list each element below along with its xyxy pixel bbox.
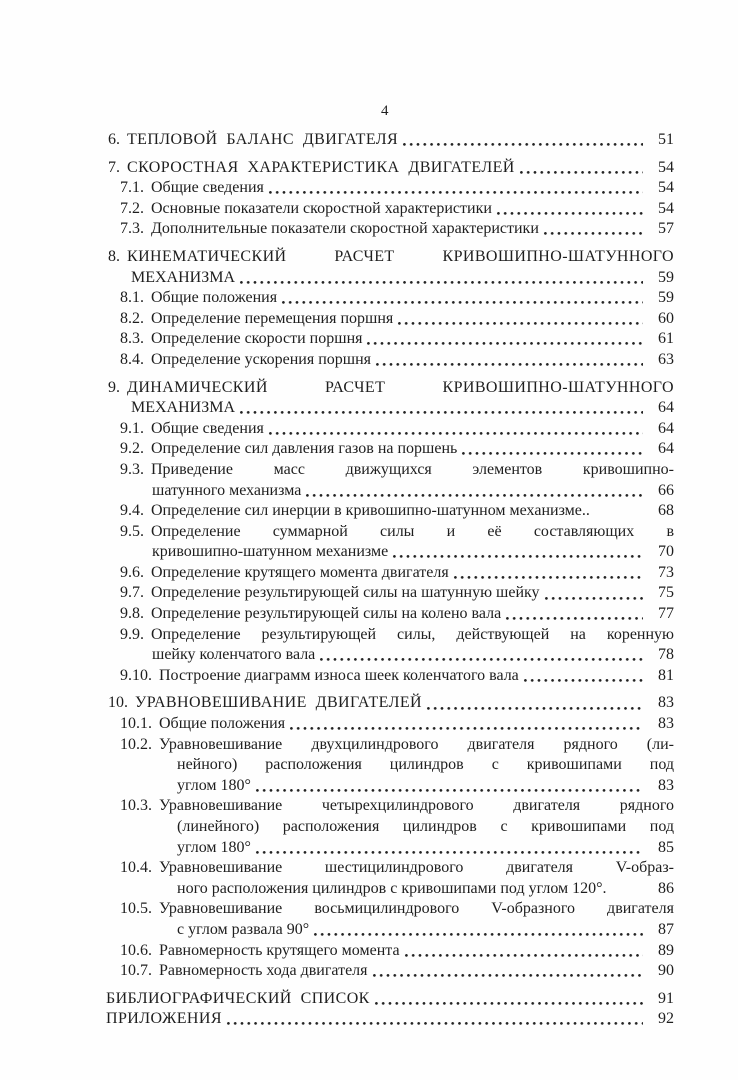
toc-entry-title: нейного) расположения цилиндров с кривошипами под xyxy=(177,756,674,774)
toc-entry-title: ного расположения цилиндров с кривошипами под углом 120°. xyxy=(177,879,607,897)
toc-entry-number: 10. xyxy=(108,694,128,712)
toc-entry-title: Уравновешивание восьмицилиндрового V-образного двигателя xyxy=(159,900,674,918)
toc-entry xyxy=(0,288,738,309)
toc-entry xyxy=(0,481,738,502)
dot-leader xyxy=(239,410,643,415)
toc-entry-number: 9.9. xyxy=(120,625,144,643)
toc-entry xyxy=(0,858,738,879)
toc-entry-title: Определение сил давления газов на поршень xyxy=(151,440,458,458)
dot-leader xyxy=(544,596,643,601)
toc-entry-page: 54 xyxy=(658,199,674,217)
toc-entry-page: 75 xyxy=(658,584,674,602)
dot-leader xyxy=(461,451,643,456)
dot-leader xyxy=(496,211,643,216)
toc-entry-title: Уравновешивание четырехцилиндрового двигателя рядного xyxy=(159,797,674,815)
toc-entry-title: с углом развала 90° xyxy=(177,920,310,938)
toc-entry xyxy=(0,735,738,756)
toc-entry xyxy=(0,542,738,563)
toc-entry-title: Уравновешивание двухцилиндрового двигателя рядного (ли- xyxy=(159,735,674,753)
toc-entry-number: 10.5. xyxy=(120,900,152,918)
toc-entry-page: 89 xyxy=(658,941,674,959)
toc-entry xyxy=(0,460,738,481)
page-number-header: 4 xyxy=(381,103,389,119)
toc-entry xyxy=(0,522,738,543)
toc-entry xyxy=(0,645,738,666)
toc-entry xyxy=(0,219,738,240)
toc-entry-page: 68 xyxy=(658,502,674,520)
toc-entry-number: 9.6. xyxy=(120,563,144,581)
toc-entry xyxy=(0,899,738,920)
toc-entry-title: БИБЛИОГРАФИЧЕСКИЙ СПИСОК xyxy=(106,989,370,1007)
toc-entry-number: 9.1. xyxy=(120,419,144,437)
dot-leader xyxy=(519,170,643,175)
toc-entry xyxy=(0,961,738,982)
toc-entry-title: Равномерность хода двигателя xyxy=(159,962,368,980)
toc-entry-title: Определение крутящего момента двигателя xyxy=(151,563,449,581)
dot-leader xyxy=(268,190,643,195)
toc-entry xyxy=(0,158,738,179)
toc-entry-title: Равномерность крутящего момента xyxy=(159,941,400,959)
toc-entry xyxy=(0,879,738,900)
toc-entry xyxy=(0,309,738,330)
toc-entry-title: Определение перемещения поршня xyxy=(151,309,394,327)
toc-entry-page: 91 xyxy=(658,989,674,1007)
toc-entry-number: 7.3. xyxy=(120,220,144,238)
toc-entry-page: 54 xyxy=(658,179,674,197)
toc-entry xyxy=(0,501,738,522)
toc-entry-page: 59 xyxy=(658,268,674,286)
toc-entry xyxy=(0,398,738,419)
dot-leader xyxy=(305,493,643,498)
toc-entry-title: КИНЕМАТИЧЕСКИЙ РАСЧЕТ КРИВОШИПНО-ШАТУННОГО xyxy=(127,247,674,265)
toc-entry-number: 8. xyxy=(108,247,120,265)
dot-leader xyxy=(523,678,643,683)
toc-entry xyxy=(0,817,738,838)
toc-entry xyxy=(0,693,738,714)
toc-entry-page: 83 xyxy=(658,694,674,712)
toc-entry xyxy=(0,920,738,941)
toc-list xyxy=(0,130,738,1030)
toc-entry-title: Общие положения xyxy=(151,289,278,307)
dot-leader xyxy=(374,1001,643,1006)
dot-leader xyxy=(402,142,643,147)
toc-entry-title: Определение сил инерции в кривошипно-шатунном механизме.. xyxy=(151,502,590,520)
dot-leader xyxy=(426,706,643,711)
toc-entry xyxy=(0,1009,738,1030)
toc-entry xyxy=(0,178,738,199)
toc-entry-title: УРАВНОВЕШИВАНИЕ ДВИГАТЕЛЕЙ xyxy=(135,694,422,712)
toc-entry-number: 9. xyxy=(108,378,120,396)
toc-entry xyxy=(0,130,738,151)
toc-entry-page: 83 xyxy=(658,715,674,733)
toc-entry-title: Общие сведения xyxy=(151,179,264,197)
toc-entry-page: 60 xyxy=(658,309,674,327)
toc-entry-number: 6. xyxy=(108,131,120,148)
toc-entry-title: ПРИЛОЖЕНИЯ xyxy=(106,1010,222,1028)
toc-entry-page: 66 xyxy=(658,481,674,499)
toc-entry xyxy=(0,419,738,440)
toc-entry-page: 83 xyxy=(658,776,674,794)
toc-entry-title: ДИНАМИЧЕСКИЙ РАСЧЕТ КРИВОШИПНО-ШАТУННОГО xyxy=(127,378,674,396)
toc-entry xyxy=(0,989,738,1010)
dot-leader xyxy=(404,953,643,958)
toc-entry-title: шейку коленчатого вала xyxy=(152,646,316,664)
toc-entry-number: 7. xyxy=(108,158,120,176)
toc-entry-title: Общие сведения xyxy=(151,419,264,437)
toc-entry-title: Определение ускорения поршня xyxy=(151,350,372,368)
toc-entry-number: 10.3. xyxy=(120,797,152,815)
toc-entry-title: Дополнительные показатели скоростной характеристики xyxy=(151,220,539,238)
toc-entry xyxy=(0,666,738,687)
toc-entry-number: 10.4. xyxy=(120,859,152,877)
toc-entry xyxy=(0,796,738,817)
toc-entry-page: 85 xyxy=(658,838,674,856)
toc-entry-title: (линейного) расположения цилиндров с кривошипами под xyxy=(177,818,674,835)
toc-entry-number: 10.7. xyxy=(120,962,152,980)
toc-entry-title: Построение диаграмм износа шеек коленчатого вала xyxy=(159,666,519,684)
toc-entry xyxy=(0,776,738,797)
toc-entry xyxy=(0,941,738,962)
toc-entry-title: Определение результирующей силы на шатунную шейку xyxy=(151,584,540,602)
dot-leader xyxy=(255,788,643,793)
dot-leader xyxy=(392,554,643,559)
toc-entry-number: 8.3. xyxy=(120,330,144,348)
toc-entry-page: 51 xyxy=(658,131,674,148)
dot-leader xyxy=(611,891,643,896)
toc-entry-page: 64 xyxy=(658,419,674,437)
dot-leader xyxy=(226,1021,643,1026)
toc-entry-title: шатунного механизма xyxy=(152,481,302,499)
dot-leader xyxy=(366,341,643,346)
toc-entry xyxy=(0,838,738,859)
dot-leader xyxy=(594,513,643,518)
toc-entry-title: Определение скорости поршня xyxy=(151,330,363,348)
toc-entry xyxy=(0,350,738,371)
toc-entry-page: 63 xyxy=(658,350,674,368)
toc-entry-title: углом 180° xyxy=(177,776,251,794)
dot-leader xyxy=(319,657,643,662)
toc-entry xyxy=(0,329,738,350)
toc-entry-number: 9.2. xyxy=(120,440,144,458)
toc-entry-title: Определение результирующей силы, действующей на коренную xyxy=(151,625,674,643)
toc-entry xyxy=(0,247,738,268)
toc-entry-title: Приведение масс движущихся элементов кривошипно- xyxy=(151,460,674,478)
toc-entry xyxy=(0,378,738,399)
toc-entry-page: 92 xyxy=(658,1010,674,1028)
dot-leader xyxy=(397,321,643,326)
toc-entry xyxy=(0,604,738,625)
toc-entry xyxy=(0,563,738,584)
dot-leader xyxy=(505,616,643,621)
toc-entry-number: 9.3. xyxy=(120,460,144,478)
toc-entry-title: Определение суммарной силы и её составляющих в xyxy=(151,522,674,540)
dot-leader xyxy=(289,726,643,731)
toc-entry-page: 86 xyxy=(658,879,674,897)
toc-entry-number: 9.8. xyxy=(120,605,144,623)
toc-entry-number: 7.2. xyxy=(120,199,144,217)
toc-entry-title: МЕХАНИЗМА xyxy=(131,399,236,417)
toc-entry-number: 9.5. xyxy=(120,522,144,540)
toc-entry-page: 57 xyxy=(658,220,674,238)
toc-entry xyxy=(0,625,738,646)
toc-entry-number: 10.6. xyxy=(120,941,152,959)
toc-entry-title: СКОРОСТНАЯ ХАРАКТЕРИСТИКА ДВИГАТЕЛЕЙ xyxy=(127,158,515,176)
dot-leader xyxy=(268,431,643,436)
toc-entry-page: 87 xyxy=(658,920,674,938)
toc-entry-title: Уравновешивание шестицилиндрового двигателя V-образ- xyxy=(159,859,674,877)
dot-leader xyxy=(543,231,643,236)
toc-entry-page: 64 xyxy=(658,440,674,458)
toc-entry-page: 70 xyxy=(658,543,674,561)
dot-leader xyxy=(281,300,643,305)
toc-entry-page: 90 xyxy=(658,962,674,980)
toc-entry-page: 54 xyxy=(658,158,674,176)
toc-entry-title: Определение результирующей силы на колено вала xyxy=(151,605,502,623)
toc-entry xyxy=(0,268,738,289)
toc-entry-title: ТЕПЛОВОЙ БАЛАНС ДВИГАТЕЛЯ xyxy=(127,131,399,148)
toc-entry-number: 9.7. xyxy=(120,584,144,602)
toc-entry-number: 8.1. xyxy=(120,289,144,307)
toc-entry-number: 9.10. xyxy=(120,666,152,684)
toc-entry xyxy=(0,755,738,776)
toc-entry-page: 78 xyxy=(658,646,674,664)
toc-entry xyxy=(0,199,738,220)
dot-leader xyxy=(372,973,643,978)
toc-entry xyxy=(0,439,738,460)
toc-entry-page: 64 xyxy=(658,399,674,417)
toc-entry xyxy=(0,714,738,735)
toc-entry-number: 9.4. xyxy=(120,502,144,520)
toc-entry-page: 59 xyxy=(658,289,674,307)
toc-entry-page: 73 xyxy=(658,563,674,581)
toc-entry-page: 61 xyxy=(658,330,674,348)
dot-leader xyxy=(313,932,643,937)
toc-entry-title: Основные показатели скоростной характеристики xyxy=(151,199,492,217)
toc-entry-page: 81 xyxy=(658,666,674,684)
dot-leader xyxy=(239,280,643,285)
toc-entry-number: 10.2. xyxy=(120,735,152,753)
toc-entry-number: 8.4. xyxy=(120,350,144,368)
toc-entry-title: углом 180° xyxy=(177,838,251,856)
toc-entry-number: 10.1. xyxy=(120,715,152,733)
dot-leader xyxy=(255,850,643,855)
dot-leader xyxy=(375,362,643,367)
toc-entry-title: МЕХАНИЗМА xyxy=(131,268,236,286)
toc-entry-title: кривошипно-шатунном механизме xyxy=(152,543,389,561)
toc-entry-page: 77 xyxy=(658,605,674,623)
toc-entry-number: 7.1. xyxy=(120,179,144,197)
toc-entry-number: 8.2. xyxy=(120,309,144,327)
toc-entry-title: Общие положения xyxy=(159,715,286,733)
toc-entry xyxy=(0,583,738,604)
dot-leader xyxy=(453,575,643,580)
